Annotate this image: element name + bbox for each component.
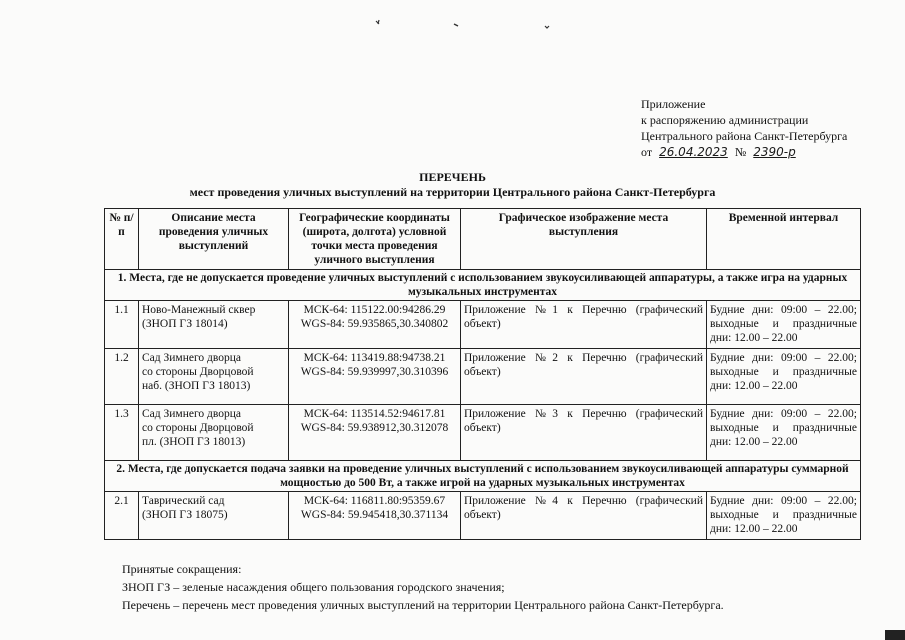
section-row [105,461,861,492]
row-num: 1.2 [105,349,139,405]
scan-specks [0,0,905,60]
abbreviations-notes [122,560,882,614]
desc-line: (ЗНОП ГЗ 18014) [142,318,228,330]
row-time: Будние дни: 09:00 – 22.00; выходные и праздничные дни: 12.00 – 22.00 [707,349,861,405]
wgs-coord: WGS-84: 59.945418,30.371134 [300,509,449,521]
notes-line-2: Перечень – перечень мест проведения уличных выступлений на территории Центрального района Санкт-Петербурга. [122,598,724,612]
table-row [105,492,861,540]
handwritten-date: 26.04.2023 [659,145,728,159]
document-title-block [0,170,905,200]
appendix-line-3: Центрального района Санкт-Петербурга [641,129,848,143]
header-description: Описание места проведения уличных выступлений [139,209,289,270]
table-row [105,349,861,405]
row-graphic: Приложение №4 к Перечню (графический объект) [461,492,707,540]
appendix-line-1: Приложение [641,97,706,111]
wgs-coord: WGS-84: 59.935865,30.340802 [300,318,449,330]
number-prefix: № [734,145,747,159]
row-description [139,301,289,349]
header-graphic: Графическое изображение места выступления [461,209,707,270]
appendix-date-line [641,144,901,160]
table-row [105,301,861,349]
row-coordinates [289,492,461,540]
desc-line: со стороны Дворцовой [142,422,254,434]
row-time: Будние дни: 09:00 – 22.00; выходные и праздничные дни: 12.00 – 22.00 [707,405,861,461]
table-header-row [105,209,861,270]
appendix-header [641,96,901,160]
row-num: 1.3 [105,405,139,461]
msk-coord: МСК-64: 115122.00:94286.29 [303,304,446,316]
row-num: 2.1 [105,492,139,540]
row-description [139,405,289,461]
msk-coord: МСК-64: 116811.80:95359.67 [303,495,446,507]
header-time: Временной интервал [707,209,861,270]
desc-line: со стороны Дворцовой [142,366,254,378]
desc-line: (ЗНОП ГЗ 18075) [142,509,228,521]
row-time: Будние дни: 09:00 – 22.00; выходные и праздничные дни: 12.00 – 22.00 [707,301,861,349]
desc-line: пл. (ЗНОП ГЗ 18013) [142,436,246,448]
row-description [139,349,289,405]
section-1-title: 1. Места, где не допускается проведение уличных выступлений с использованием звукоусиливающей аппаратуры, а также игра на ударных музыкальных инструментах [105,270,861,301]
wgs-coord: WGS-84: 59.939997,30.310396 [300,366,449,378]
scan-edge-mark [885,630,905,640]
row-time: Будние дни: 09:00 – 22.00; выходные и праздничные дни: 12.00 – 22.00 [707,492,861,540]
desc-line: Сад Зимнего дворца [142,408,241,420]
document-subtitle: мест проведения уличных выступлений на территории Центрального района Санкт-Петербурга [189,185,716,199]
locations-table [104,208,861,540]
document-title: ПЕРЕЧЕНЬ [419,170,486,184]
wgs-coord: WGS-84: 59.938912,30.312078 [300,422,449,434]
row-coordinates [289,301,461,349]
row-coordinates [289,349,461,405]
desc-line: наб. (ЗНОП ГЗ 18013) [142,380,251,392]
row-coordinates [289,405,461,461]
section-2-title: 2. Места, где допускается подача заявки на проведение уличных выступлений с использованием звукоусиливающей аппаратуры суммарной мощностью до 500 Вт, а также игрой на ударных музыкальных инструментах [105,461,861,492]
row-graphic: Приложение №2 к Перечню (графический объект) [461,349,707,405]
table-row [105,405,861,461]
notes-line-1: ЗНОП ГЗ – зеленые насаждения общего пользования городского значения; [122,580,505,594]
row-description [139,492,289,540]
msk-coord: МСК-64: 113514.52:94617.81 [303,408,446,420]
header-coordinates: Географические координаты (широта, долгота) условной точки места проведения уличного выступления [289,209,461,270]
row-graphic: Приложение №3 к Перечню (графический объект) [461,405,707,461]
msk-coord: МСК-64: 113419.88:94738.21 [303,352,446,364]
row-num: 1.1 [105,301,139,349]
header-num: № п/п [105,209,139,270]
desc-line: Сад Зимнего дворца [142,352,241,364]
notes-heading: Принятые сокращения: [122,562,242,576]
section-row [105,270,861,301]
date-prefix: от [641,145,653,159]
appendix-line-2: к распоряжению администрации [641,113,809,127]
desc-line: Ново-Манежный сквер [142,304,256,316]
desc-line: Таврический сад [142,495,225,507]
handwritten-number: 2390-р [753,145,796,159]
row-graphic: Приложение №1 к Перечню (графический объект) [461,301,707,349]
